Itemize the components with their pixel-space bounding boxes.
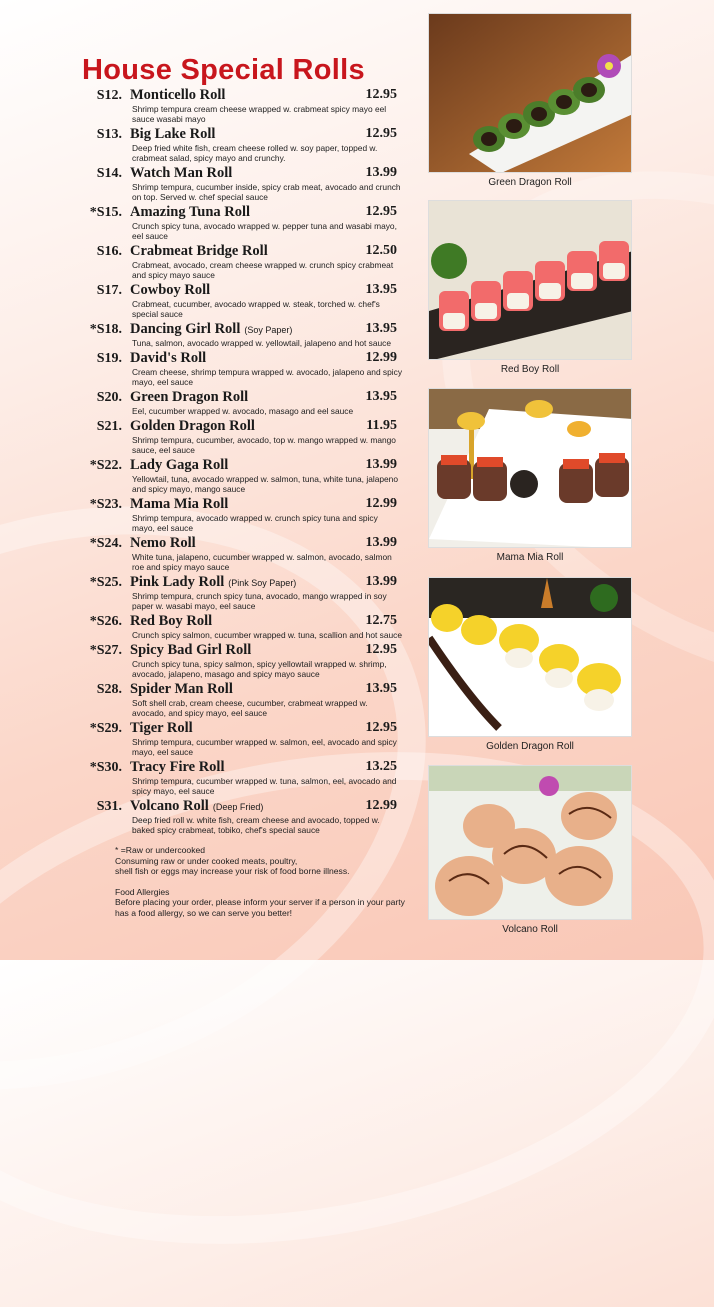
item-description: Shrimp tempura, avocado wrapped w. crunch spicy tuna and spicy mayo, eel sauce (132, 513, 378, 533)
item-name: Tracy Fire Roll (130, 759, 225, 775)
item-name: Spicy Bad Girl Roll (130, 642, 252, 658)
menu-item-header (80, 798, 405, 815)
item-code: *S30. (89, 760, 122, 775)
item-price: 13.99 (365, 574, 397, 589)
item-name: Pink Lady Roll (130, 574, 225, 590)
item-note: (Pink Soy Paper) (228, 578, 297, 588)
footer-notes (115, 845, 415, 919)
item-name: Tiger Roll (130, 720, 193, 736)
item-code: S21. (96, 419, 122, 434)
mama-mia-image (428, 388, 632, 548)
menu-item (80, 350, 405, 387)
photo-caption: Golden Dragon Roll (486, 741, 574, 752)
menu-item (80, 204, 405, 241)
item-name: Amazing Tuna Roll (130, 204, 251, 220)
item-code: *S18. (89, 322, 122, 337)
menu-item-header (80, 243, 405, 260)
item-price: 13.95 (365, 389, 397, 404)
item-price: 12.95 (365, 642, 397, 657)
photo-caption: Red Boy Roll (500, 364, 560, 375)
green-dragon-image (428, 13, 632, 173)
item-price: 12.95 (365, 87, 397, 102)
item-code: *S23. (89, 497, 122, 512)
menu-item-header (80, 642, 405, 659)
photo-golden-dragon (428, 577, 632, 752)
menu-item (80, 681, 405, 718)
photo-green-dragon (428, 13, 632, 188)
menu-item (80, 613, 405, 640)
item-description: Deep fried roll w. white fish, cream cheese and avocado, topped w. baked spicy crabmeat, tobiko, chef's special sauce (132, 815, 380, 835)
page-title: House Special Rolls (82, 54, 365, 86)
photo-caption: Green Dragon Roll (488, 177, 572, 188)
item-description: Shrimp tempura, cucumber wrapped w. salmon, eel, avocado and spicy mayo, eel sauce (132, 737, 397, 757)
item-description: Tuna, salmon, avocado wrapped w. yellowtail, jalapeno and hot sauce (132, 338, 392, 348)
menu-item-header (80, 613, 405, 630)
item-name: Crabmeat Bridge Roll (130, 243, 268, 259)
item-name: Dancing Girl Roll (130, 321, 241, 337)
menu-item (80, 759, 405, 796)
item-description: Crunch spicy tuna, avocado wrapped w. pepper tuna and wasabi mayo, eel sauce (132, 221, 397, 241)
item-code: S13. (96, 127, 122, 142)
item-code: S19. (96, 351, 122, 366)
menu-item-header (80, 165, 405, 182)
item-code: S31. (96, 799, 122, 814)
photo-caption: Volcano Roll (502, 924, 558, 935)
menu-item-header (80, 204, 405, 221)
item-description: Crunch spicy tuna, spicy salmon, spicy yellowtail wrapped w. shrimp, avocado, jalapeno, masago and spicy mayo sauce (132, 659, 387, 679)
menu-item-header (80, 126, 405, 143)
menu-item-header (80, 282, 405, 299)
item-price: 11.95 (366, 418, 397, 433)
raw-legend: * =Raw or undercooked (115, 845, 206, 855)
item-code: S17. (96, 283, 122, 298)
item-price: 13.99 (365, 165, 397, 180)
item-price: 12.99 (365, 496, 397, 511)
item-price: 12.75 (365, 613, 397, 628)
item-code: *S24. (89, 536, 122, 551)
menu-item-header (80, 389, 405, 406)
warning-line: Consuming raw or under cooked meats, poultry, (115, 855, 298, 866)
item-price: 12.95 (365, 204, 397, 219)
menu-item-header (80, 350, 405, 367)
photo-red-boy (428, 200, 632, 375)
item-name: David's Roll (130, 350, 207, 366)
photo-mama-mia (428, 388, 632, 563)
menu-item (80, 798, 405, 835)
menu-item (80, 87, 405, 124)
item-code: *S29. (89, 721, 122, 736)
menu-item-header (80, 496, 405, 513)
menu-item-header (80, 457, 405, 474)
item-description: Cream cheese, shrimp tempura wrapped w. avocado, jalapeno and spicy mayo, eel sauce (132, 367, 403, 387)
item-code: *S26. (89, 614, 122, 629)
item-price: 13.25 (365, 759, 397, 774)
menu-item (80, 126, 405, 163)
item-price: 12.95 (365, 720, 397, 735)
item-description: Crabmeat, avocado, cream cheese wrapped w. crunch spicy crabmeat and spicy mayo sauce (132, 260, 394, 280)
warning-line: shell fish or eggs may increase your risk of food borne illness. (115, 866, 350, 877)
item-price: 13.95 (365, 321, 397, 336)
menu-item (80, 165, 405, 202)
menu-item-header (80, 720, 405, 737)
menu-item-header (80, 535, 405, 552)
menu-item (80, 457, 405, 494)
item-description: Shrimp tempura, crunch spicy tuna, avocado, mango wrapped in soy paper w. wasabi mayo, eel sauce (132, 591, 387, 611)
item-name: Monticello Roll (130, 87, 226, 103)
item-price: 12.50 (365, 243, 397, 258)
item-description: Eel, cucumber wrapped w. avocado, masago and eel sauce (132, 406, 354, 416)
volcano-image (428, 765, 632, 920)
menu-item (80, 389, 405, 416)
item-code: *S15. (89, 205, 122, 220)
menu-item-header (80, 574, 405, 591)
item-description: Shrimp tempura cream cheese wrapped w. crabmeat spicy mayo eel sauce wasabi mayo (132, 104, 387, 124)
menu-item (80, 418, 405, 455)
red-boy-image (428, 200, 632, 360)
menu-item-header (80, 681, 405, 698)
menu-item (80, 321, 405, 348)
item-description: Shrimp tempura, cucumber wrapped w. tuna, salmon, eel, avocado and spicy mayo, eel sauce (132, 776, 397, 796)
menu-item (80, 535, 405, 572)
item-code: *S22. (89, 458, 122, 473)
menu-item (80, 574, 405, 611)
item-name: Cowboy Roll (130, 282, 211, 298)
menu-item (80, 720, 405, 757)
item-note: (Soy Paper) (244, 325, 293, 335)
allergy-text: Before placing your order, please inform your server if a person in your party has a food allergy, so we can serve you better! (115, 897, 405, 918)
item-description: Soft shell crab, cream cheese, cucumber, crabmeat wrapped w. avocado, and spicy mayo, eel sauce (132, 698, 368, 718)
item-price: 13.99 (365, 457, 397, 472)
item-code: S12. (96, 88, 122, 103)
item-description: Crabmeat, cucumber, avocado wrapped w. steak, torched w. chef's special sauce (132, 299, 380, 319)
photo-volcano (428, 765, 632, 935)
item-note: (Deep Fried) (212, 802, 264, 812)
allergy-title: Food Allergies (115, 886, 170, 897)
menu-item-header (80, 418, 405, 435)
item-price: 12.99 (365, 798, 397, 813)
item-name: Red Boy Roll (130, 613, 213, 629)
menu-item (80, 243, 405, 280)
golden-dragon-image (428, 577, 632, 737)
item-description: Crunch spicy salmon, cucumber wrapped w. tuna, scallion and hot sauce (132, 630, 403, 640)
menu-item (80, 282, 405, 319)
item-price: 13.95 (365, 282, 397, 297)
item-name: Golden Dragon Roll (130, 418, 255, 434)
photo-caption: Mama Mia Roll (496, 552, 564, 563)
item-description: Shrimp tempura, cucumber, avocado, top w. mango wrapped w. mango sauce, eel sauce (132, 435, 396, 455)
menu-list (80, 87, 405, 837)
item-code: S20. (96, 390, 122, 405)
item-code: S16. (96, 244, 122, 259)
item-code: *S27. (89, 643, 122, 658)
menu-item (80, 642, 405, 679)
item-price: 13.95 (365, 681, 397, 696)
menu-item-header (80, 321, 405, 338)
menu-item-header (80, 87, 405, 104)
item-description: Shrimp tempura, cucumber inside, spicy crab meat, avocado and crunch on top. Served w. chef special sauce (132, 182, 401, 202)
item-name: Green Dragon Roll (130, 389, 249, 405)
menu-item-header (80, 759, 405, 776)
item-description: Yellowtail, tuna, avocado wrapped w. salmon, tuna, white tuna, jalapeno and spicy mayo, mango sauce (132, 474, 399, 494)
item-price: 12.99 (365, 350, 397, 365)
item-description: Deep fried white fish, cream cheese rolled w. soy paper, topped w. crabmeat salad, spicy mayo and crunchy. (132, 143, 378, 163)
item-code: S14. (96, 166, 122, 181)
item-description: White tuna, jalapeno, cucumber wrapped w. salmon, avocado, salmon roe and spicy mayo sauce (132, 552, 392, 572)
item-name: Mama Mia Roll (130, 496, 229, 512)
item-name: Nemo Roll (130, 535, 196, 551)
item-name: Spider Man Roll (130, 681, 233, 697)
item-name: Watch Man Roll (130, 165, 233, 181)
item-name: Big Lake Roll (130, 126, 216, 142)
menu-item (80, 496, 405, 533)
item-code: S28. (96, 682, 122, 697)
item-name: Lady Gaga Roll (130, 457, 229, 473)
item-price: 13.99 (365, 535, 397, 550)
item-name: Volcano Roll (130, 798, 209, 814)
item-price: 12.95 (365, 126, 397, 141)
item-code: *S25. (89, 575, 122, 590)
